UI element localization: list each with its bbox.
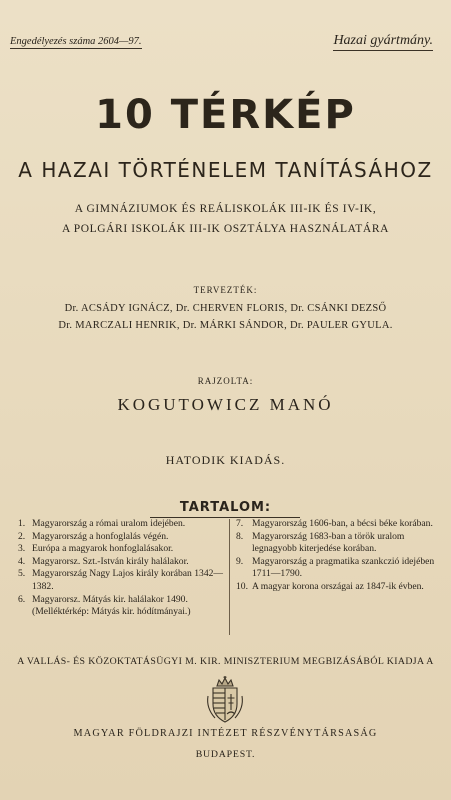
drawn-by-heading: RAJZOLTA: <box>197 376 254 386</box>
contents-item: 2. Magyarország a honfoglalás végén. <box>18 530 169 542</box>
contents-item: 5. Magyarország Nagy Lajos király korában 1342—1382. <box>18 568 224 592</box>
contents-item: 4. Magyarorsz. Szt.-István király halálakor. <box>18 555 189 567</box>
contents-heading: TARTALOM: <box>179 500 272 515</box>
contents-divider <box>229 519 230 635</box>
page-subtitle: A HAZAI TÖRTÉNELEM TANÍTÁSÁHOZ <box>18 158 433 182</box>
publisher-name: MAGYAR FÖLDRAJZI INTÉZET RÉSZVÉNYTÁRSASÁG <box>73 728 378 739</box>
designers-names-line-1: Dr. ACSÁDY IGNÁCZ, Dr. CHERVEN FLORIS, Dr. CSÁNKI DEZSŐ <box>64 303 387 314</box>
contents-right-column <box>236 518 444 594</box>
contents-item: 6. Magyarorsz. Mátyás kir. halálakor 1490. (Melléktérkép: Mátyás kir. hódítmányai.) <box>18 593 191 618</box>
publisher-city: BUDAPEST. <box>195 749 256 760</box>
domestic-product-label: Hazai gyártmány. <box>333 33 433 51</box>
contents-item: 9. Magyarország a pragmatika szankczió idejében 1711—1790. <box>236 555 435 580</box>
cartographer-name: KOGUTOWICZ MANÓ <box>117 395 334 414</box>
contents-item: 7. Magyarország 1606-ban, a bécsi béke korában. <box>236 518 433 529</box>
hungarian-coat-of-arms-icon <box>205 676 245 724</box>
designers-names-line-2: Dr. MARCZALI HENRIK, Dr. MÁRKI SÁNDOR, Dr. PAULER GYULA. <box>58 320 393 331</box>
contents-left-column <box>18 518 226 619</box>
ministry-line: A VALLÁS- ÉS KÖZOKTATÁSÜGYI M. KIR. MINISZTERIUM MEGBIZÁSÁBÓL KIADJA A <box>17 656 434 667</box>
edition-label: HATODIK KIADÁS. <box>165 453 286 467</box>
page-title: 10 TÉRKÉP <box>95 92 356 138</box>
contents-item: 3. Európa a magyarok honfoglalásakor. <box>18 543 174 555</box>
designers-heading: TERVEZTÉK: <box>193 285 258 295</box>
contents-item: 1. Magyarország a római uralom idejében. <box>18 518 186 529</box>
contents-item: 8. Magyarország 1683-ban a török uralom legnagyobb kiterjedése korában. <box>236 530 405 555</box>
contents-item: 10. A magyar korona országai az 1847-ik évben. <box>236 580 424 592</box>
audience-line-1: A GIMNÁZIUMOK ÉS REÁLISKOLÁK III-IK ÉS IV-IK, <box>74 203 377 215</box>
audience-line-2: A POLGÁRI ISKOLÁK III-IK OSZTÁLYA HASZNÁLATÁRA <box>61 223 390 235</box>
permit-number: Engedélyezés száma 2604—97. <box>10 36 142 47</box>
